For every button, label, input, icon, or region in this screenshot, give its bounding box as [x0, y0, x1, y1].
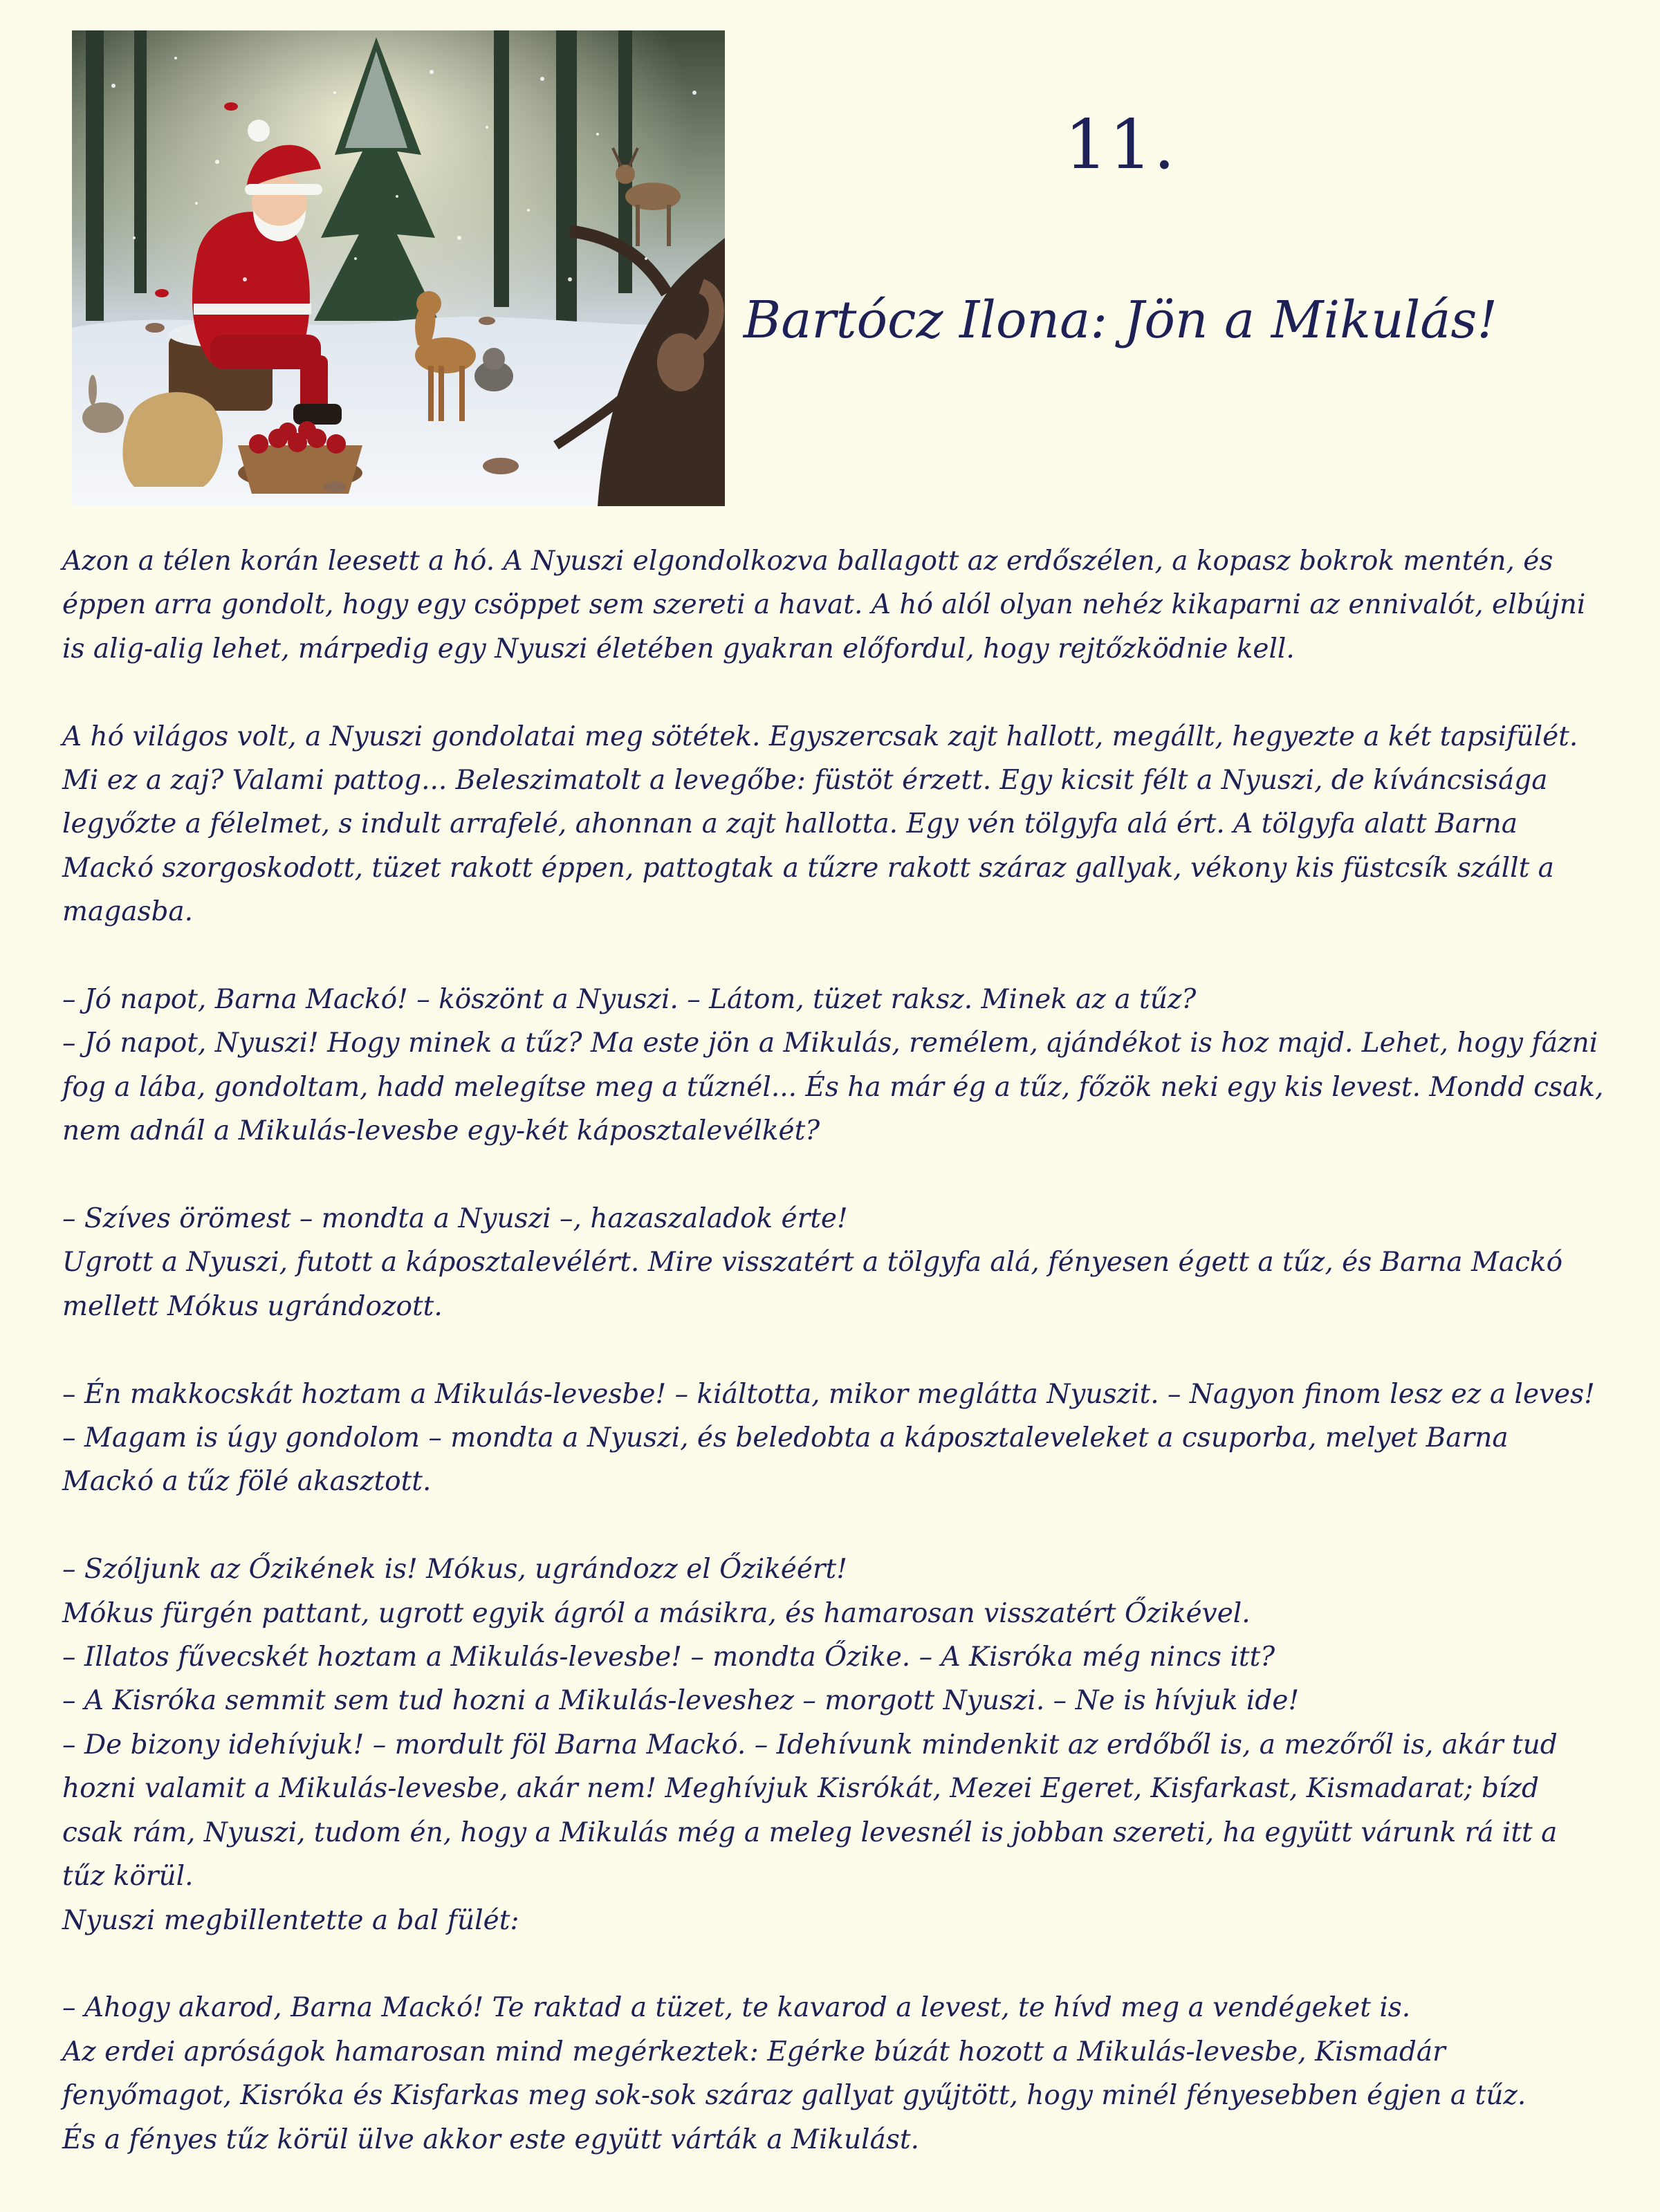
dialogue-line: – Ahogy akarod, Barna Mackó! Te raktad a tüzet, te kavarod a levest, te hívd meg a vendégeket is.: [62, 1992, 1411, 2024]
paragraph: Az erdei apróságok hamarosan mind megérkeztek: Egérke búzát hozott a Mikulás-levesbe, Kismadár fenyőmagot, Kisróka és Kisfarkas meg sok-sok száraz gallyat gyűjtött, hogy minél fényesebben égjen a tűz.: [62, 2036, 1527, 2112]
story-text: [62, 539, 1605, 2162]
paragraph: A hó világos volt, a Nyuszi gondolatai meg sötétek. Egyszercsak zajt hallott, megállt, hegyezte a két tapsifülét. Mi ez a zaj? Valami pattog... Beleszimatolt a levegőbe: füstöt érzett. Egy kicsit félt a Nyuszi, de kíváncsisága legyőzte a félelmet, s indult arrafelé, ahonnan a zajt hallotta. Egy vén tölgyfa alá ért. A tölgyfa alatt Barna Mackó szorgoskodott, tüzet rakott éppen, pattogtak a tűzre rakott száraz gallyak, vékony kis füstcsík szállt a magasba.: [62, 721, 1578, 928]
dialogue-line: – Jó napot, Nyuszi! Hogy minek a tűz? Ma este jön a Mikulás, remélem, ajándékot is hoz majd. Lehet, hogy fázni fog a lába, gondoltam, hadd melegítse meg a tűznél... És ha már ég a tűz, főzök neki egy kis levest. Mondd csak, nem adnál a Mikulás-levesbe egy-két káposztalevélkét?: [62, 1028, 1604, 1147]
dialogue-line: – Illatos fűvecskét hoztam a Mikulás-levesbe! – mondta Őzike. – A Kisróka még nincs itt?: [62, 1642, 1275, 1673]
santa-illustration: [72, 30, 725, 506]
paragraph-gap: [62, 1153, 1605, 1197]
paragraph-gap: [62, 671, 1605, 714]
dialogue-line: – Szóljunk az Őzikének is! Mókus, ugrándozz el Őzikéért!: [62, 1554, 847, 1586]
dialogue-line: – Szíves örömest – mondta a Nyuszi –, hazaszaladok érte!: [62, 1203, 848, 1235]
paragraph: Nyuszi megbillentette a bal fülét:: [62, 1904, 519, 1936]
dialogue-line: – De bizony idehívjuk! – mordult föl Barna Mackó. – Idehívunk mindenkit az erdőből is, a mezőről is, akár tud hozni valamit a Mikulás-levesbe, akár nem! Meghívjuk Kisrókát, Mezei Egeret, Kisfarkast, Kismadarat; bízd csak rám, Nyuszi, tudom én, hogy a Mikulás még a meleg levesnél is jobban szereti, ha együtt várunk rá itt a tűz körül.: [62, 1729, 1558, 1893]
story-title: Bartócz Ilona: Jön a Mikulás!: [743, 290, 1498, 350]
dialogue-line: – A Kisróka semmit sem tud hozni a Mikulás-leveshez – morgott Nyuszi. – Ne is hívjuk ide!: [62, 1685, 1300, 1717]
paragraph: Mókus fürgén pattant, ugrott egyik ágról a másikra, és hamarosan visszatért Őzikével.: [62, 1597, 1251, 1629]
paragraph: És a fényes tűz körül ülve akkor este együtt várták a Mikulást.: [62, 2123, 919, 2155]
paragraph-gap: [62, 1504, 1605, 1548]
paragraph-gap: [62, 1942, 1605, 1986]
paragraph-gap: [62, 934, 1605, 978]
paragraph: Ugrott a Nyuszi, futott a káposztalevélért. Mire visszatért a tölgyfa alá, fényesen égett a tűz, és Barna Mackó mellett Mókus ugrándozott.: [62, 1247, 1563, 1322]
paragraph: Azon a télen korán leesett a hó. A Nyuszi elgondolkozva ballagott az erdőszélen, a kopasz bokrok mentén, és éppen arra gondolt, hogy egy csöppet sem szereti a havat. A hó alól olyan nehéz kikaparni az ennivalót, elbújni is alig-alig lehet, márpedig egy Nyuszi életében gyakran előfordul, hogy rejtőzködnie kell.: [62, 546, 1586, 664]
dialogue-line: – Jó napot, Barna Mackó! – köszönt a Nyuszi. – Látom, tüzet raksz. Minek az a tűz?: [62, 984, 1197, 1016]
day-number: 11.: [1064, 106, 1177, 185]
santa-winter-forest-icon: [72, 30, 725, 506]
dialogue-line: – Magam is úgy gondolom – mondta a Nyuszi, és beledobta a káposztaleveleket a csuporba, melyet Barna Mackó a tűz fölé akasztott.: [62, 1422, 1509, 1498]
dialogue-line: – Én makkocskát hoztam a Mikulás-levesbe! – kiáltotta, mikor meglátta Nyuszit. – Nagyon finom lesz ez a leves!: [62, 1378, 1595, 1410]
paragraph-gap: [62, 1328, 1605, 1372]
